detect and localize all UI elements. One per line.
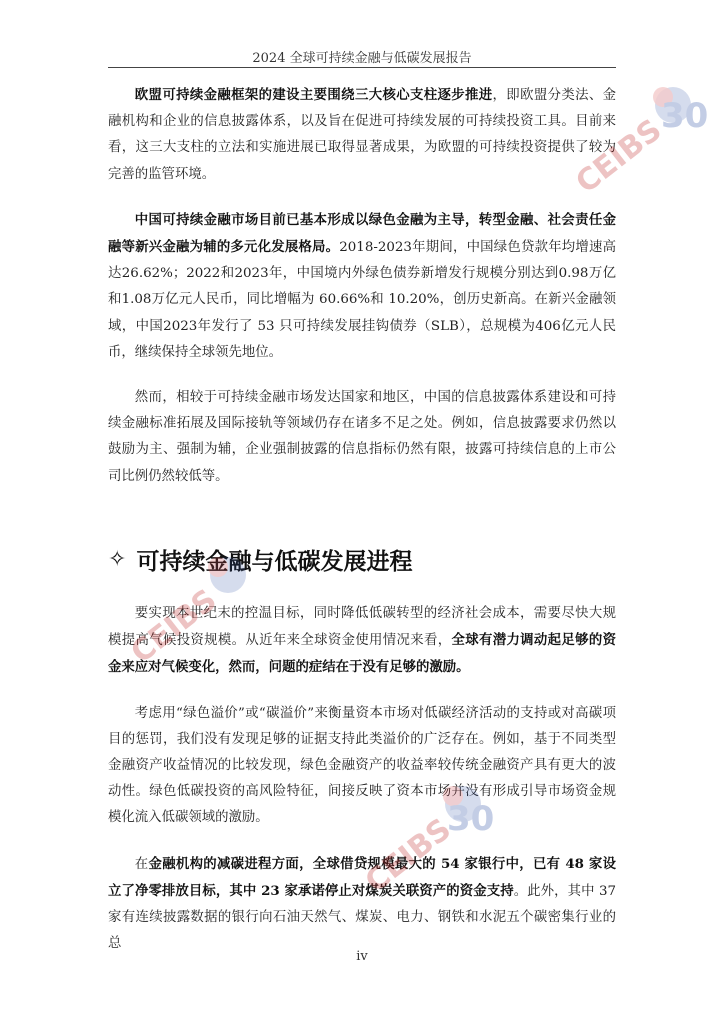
paragraph-bank-decarbonization xyxy=(108,851,616,958)
bold-run: 中国可持续金融市场目前已基本形成以绿色金融为主导，转型金融、社会责任金融等新兴金融为辅的多元化发展格局。 xyxy=(108,211,616,256)
page-number: iv xyxy=(356,949,368,964)
bold-run: 金融机构的减碳进程方面，全球借贷规模最大的 54 家银行中，已有 48 家设立了净零排放目标，其中 23 家承诺停止对煤炭关联资产的资金支持 xyxy=(108,855,617,899)
running-header: 2024 全球可持续金融与低碳发展报告 xyxy=(252,51,472,66)
watermark-number: 30 xyxy=(447,799,495,839)
header-rule xyxy=(108,67,616,68)
text-run: ，即欧盟分类法、金融机构和企业的信息披露体系，以及旨在促进可持续发展的可持续投资工具。目前来看，这三大支柱的立法和实施进展已取得显著成果，为欧盟的可持续投资提供了较为完善的监管环境。 xyxy=(108,88,617,182)
section-title: 可持续金融与低碳发展进程 xyxy=(136,549,413,575)
watermark-number: 30 xyxy=(661,96,709,136)
text-run: 。此外，其中 37 家有连续披露数据的银行向石油天然气、煤炭、电力、钢铁和水泥五个碳密集行业的总 xyxy=(108,883,616,952)
paragraph-china-market xyxy=(108,207,616,366)
sparkle-icon: ✧ xyxy=(108,547,127,572)
paragraph-shortcomings xyxy=(108,385,616,490)
text-run: 要实现本世纪末的控温目标，同时降低低碳转型的经济社会成本，需要尽快大规模提高气候投资规模。从近年来全球资金使用情况来看， xyxy=(108,606,616,649)
paragraph-climate-target xyxy=(108,601,616,682)
text-run: 考虑用“绿色溢价”或“碳溢价”来衡量资本市场对低碳经济活动的支持或对高碳项目的惩罚，我们没有发现足够的证据支持此类溢价的广泛存在。例如，基于不同类型金融资产收益情况的比较发现，绿色金融资产的收益率较传统金融资产具有更大的波动性。绿色低碳投资的高风险特征，间接反映了资本市场并没有形成引导市场资金规模化流入低碳领域的激励。 xyxy=(108,705,616,826)
top-body xyxy=(108,82,616,490)
paragraph-eu-framework xyxy=(108,82,616,188)
paragraph-green-premium xyxy=(108,701,616,832)
section-heading xyxy=(108,543,616,576)
bold-run: 欧盟可持续金融框架的建设主要围绕三大核心支柱逐步推进 xyxy=(134,87,493,103)
watermark-text: CEIBS xyxy=(124,582,224,671)
watermark-text: CEIBS xyxy=(569,112,669,201)
text-run: 2018-2023年期间，中国绿色贷款年均增速高达26.62%；2022和2023年，中国境内外绿色债券新增发行规模分别达到0.98万亿和1.08万亿元人民币，同比增幅为 60.66%和 10.20%，创历史新高。在新兴金融领域，中国2023年发行了 53 只可持续发展挂钩债券（SLB），总规模为406亿元人民币，继续保持全球领先地位。 xyxy=(108,240,616,360)
text-run: 在 xyxy=(134,856,149,872)
text-run: 然而，相较于可持续金融市场发达国家和地区，中国的信息披露体系建设和可持续金融标准拓展及国际接轨等领域仍存在诸多不足之处。例如，信息披露要求仍然以鼓励为主、强制为辅，企业强制披露的信息指标仍然有限，披露可持续信息的上市公司比例仍然较低等。 xyxy=(108,390,616,484)
bold-run: 全球有潜力调动起足够的资金来应对气候变化，然而，问题的症结在于没有足够的激励。 xyxy=(108,632,617,676)
watermark-text: CEIBS xyxy=(358,811,458,900)
bottom-body xyxy=(108,601,616,957)
